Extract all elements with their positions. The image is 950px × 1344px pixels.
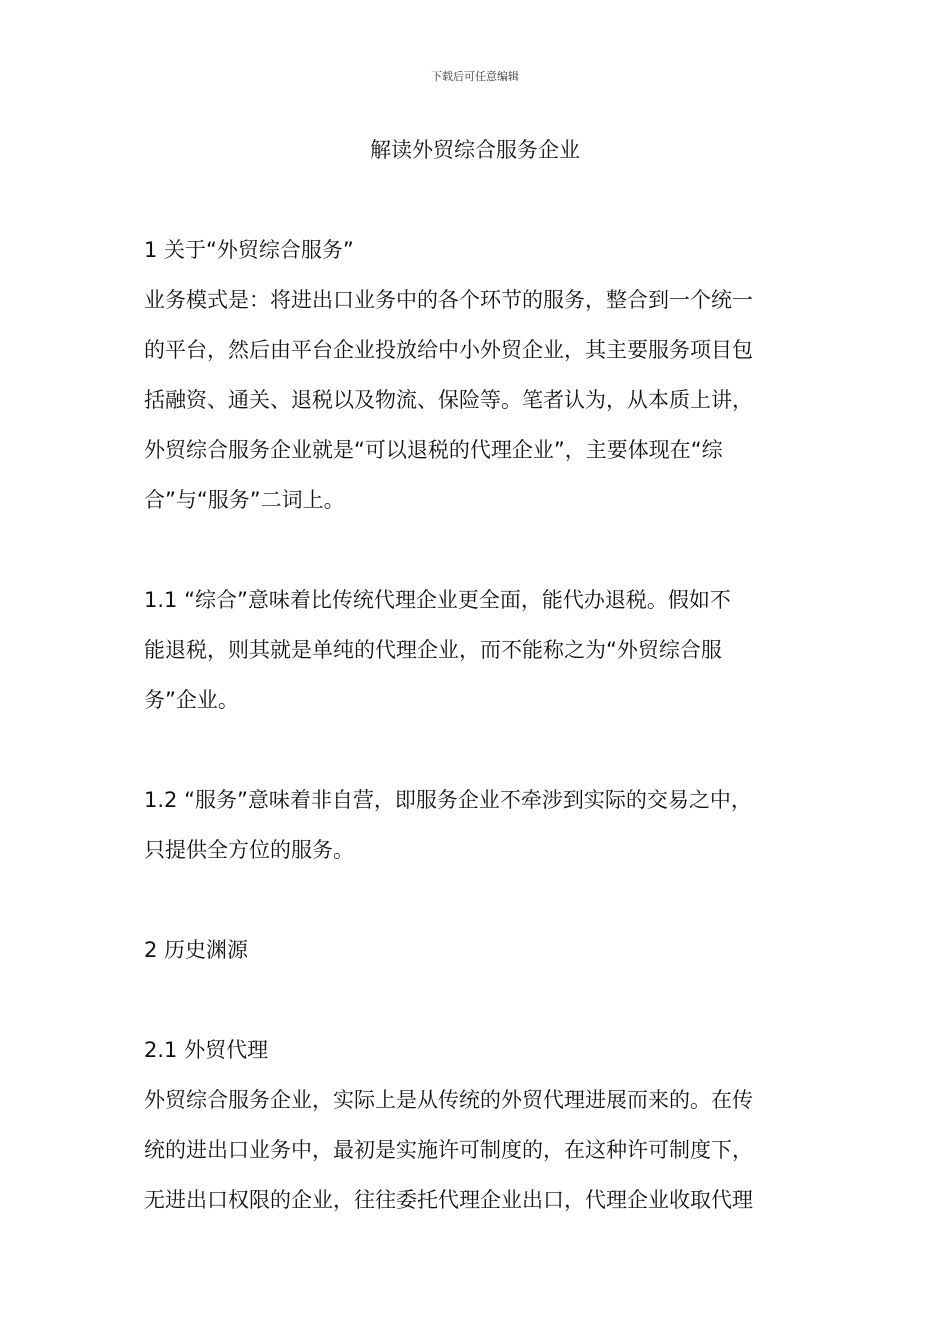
subsection-heading-2-1: 2.1 外贸代理 xyxy=(144,1038,269,1062)
blank-line xyxy=(144,875,824,925)
document-title: 解读外贸综合服务企业 xyxy=(370,138,580,162)
paragraph-line: 1.1 “综合”意味着比传统代理企业更全面，能代办退税。假如不 xyxy=(144,588,731,612)
header-note: 下载后可任意编辑 xyxy=(431,70,519,83)
paragraph-line: 的平台，然后由平台企业投放给中小外贸企业，其主要服务项目包 xyxy=(144,338,753,362)
paragraph-line: 务”企业。 xyxy=(144,688,239,712)
paragraph-line: 只提供全方位的服务。 xyxy=(144,838,354,862)
section-heading-2: 2 历史渊源 xyxy=(144,938,249,962)
blank-line xyxy=(144,975,824,1025)
paragraph-line: 外贸综合服务企业就是“可以退税的代理企业”，主要体现在“综 xyxy=(144,438,723,462)
paragraph-line: 能退税，则其就是单纯的代理企业，而不能称之为“外贸综合服 xyxy=(144,638,722,662)
paragraph-line: 统的进出口业务中，最初是实施许可制度的，在这种许可制度下， xyxy=(144,1138,753,1162)
paragraph-line: 合”与“服务”二词上。 xyxy=(144,488,345,512)
paragraph-line: 括融资、通关、退税以及物流、保险等。笔者认为，从本质上讲， xyxy=(144,388,753,412)
section-heading-1: 1 关于“外贸综合服务” xyxy=(144,238,354,262)
document-body xyxy=(144,225,824,1225)
paragraph-line: 外贸综合服务企业，实际上是从传统的外贸代理进展而来的。在传 xyxy=(144,1088,753,1112)
paragraph-line: 无进出口权限的企业，往往委托代理企业出口，代理企业收取代理 xyxy=(144,1188,753,1212)
blank-line xyxy=(144,525,824,575)
paragraph-line: 1.2 “服务”意味着非自营，即服务企业不牵涉到实际的交易之中， xyxy=(144,788,752,812)
paragraph-line: 业务模式是：将进出口业务中的各个环节的服务，整合到一个统一 xyxy=(144,288,753,312)
blank-line xyxy=(144,725,824,775)
